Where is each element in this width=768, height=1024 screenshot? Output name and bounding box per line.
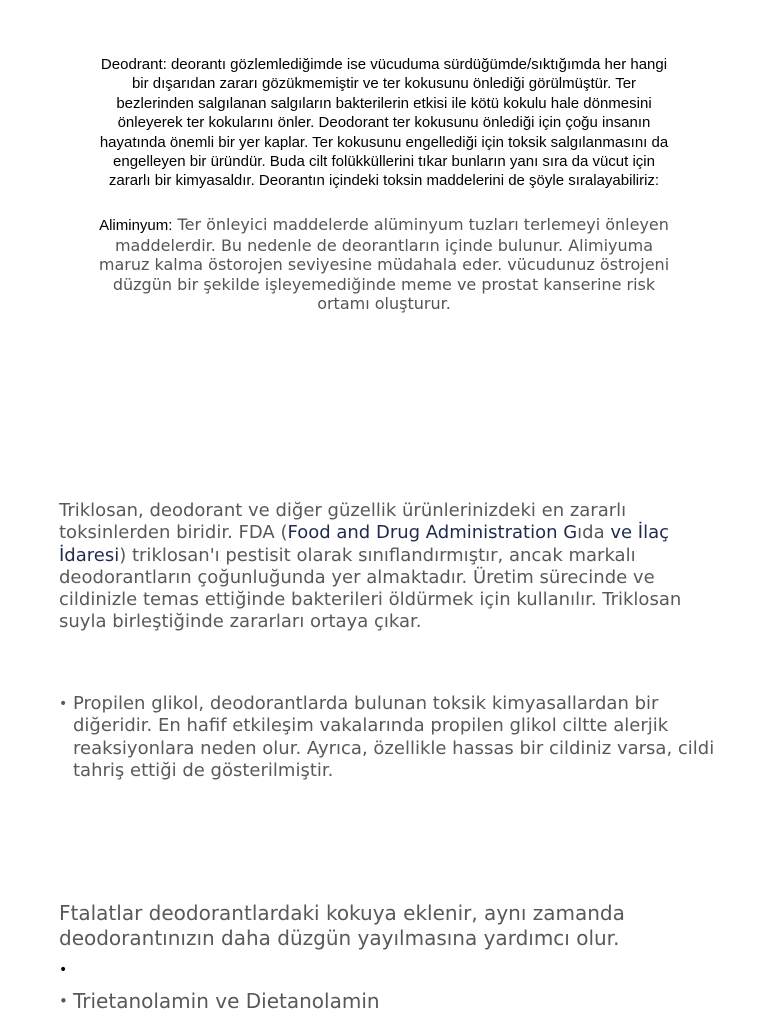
triclosan-text-middle: ıda — [577, 522, 611, 544]
propylene-glycol-bullet — [59, 693, 729, 782]
phthalates-paragraph: Ftalatlar deodorantlardaki kokuya eklenir, aynı zamanda deodorantınızın daha düzgün yayılmasına yardımcı olur. — [59, 901, 625, 950]
triclosan-paragraph — [59, 500, 729, 634]
triethanolamine-bullet — [59, 989, 729, 1014]
aluminum-paragraph — [96, 215, 672, 314]
aluminum-text: Ter önleyici maddelerde alüminyum tuzları terlemeyi önleyen maddelerdir. Bu nedenle de deorantların içinde bulunur. Alimiyuma maruz kalma östorojen seviyesine müdahala eder. vücudunuz östrojeni düzgün bir şekilde işleyemediğinde meme ve prostat kanserine risk ortamı oluşturur. — [98, 215, 670, 313]
empty-bullet: • — [59, 962, 68, 978]
fda-link-text: Food and Drug Administration G — [287, 522, 578, 544]
intro-paragraph: Deodrant: deorantı gözlemlediğimde ise vücuduma sürdüğümde/sıktığımda her hangi bir dışarıdan zararı gözükmemiştir ve ter kokusunu önlediği görülmüştür. Ter bezlerinden salgılanan salgıların bakterilerin etkisi ile kötü kokulu hale dönmesini önleyerek ter kokularını önler. Deodorant ter kokusunu önlediği için çoğu insanın hayatında önemli bir yer kaplar. Ter kokusunu engellediği için toksik salgılanmasını da engelleyen bir üründür. Buda cilt folükküllerini tıkar bunların yanı sıra da vücut için zararlı bir kimyasaldır. Deorantın içindeki toksin maddelerini de şöyle sıralayabiliriz: — [99, 56, 669, 190]
propylene-glycol-text: Propilen glikol, deodorantlarda bulunan toksik kimyasallardan bir diğeridir. En hafif etkileşim vakalarında propilen glikol ciltte alerjik reaksiyonlara neden olur. Ayrıca, özellikle hassas bir cildiniz varsa, cildi tahriş ettiği de gösterilmiştir. — [73, 693, 715, 781]
fda-link-text-2: ve İlaç İdaresi — [59, 522, 670, 566]
bullet-marker: • — [59, 992, 68, 1010]
triclosan-text-before: Triklosan, deodorant ve diğer güzellik ürünlerinizdeki en zararlı toksinlerden biridir. FDA ( — [59, 500, 627, 544]
aluminum-label: Aliminyum: — [99, 217, 173, 234]
triclosan-text-after: ) triklosan'ı pestisit olarak sınıflandırmıştır, ancak markalı deodorantların çoğunluğunda yer almaktadır. Üretim sürecinde ve cildinizle temas ettiğinde bakterileri öldürmek için kullanılır. Triklosan suyla birleştiğinde zararları ortaya çıkar. — [59, 544, 682, 633]
bullet-marker: • — [59, 696, 68, 712]
triethanolamine-text: Trietanolamin ve Dietanolamin — [73, 989, 380, 1013]
